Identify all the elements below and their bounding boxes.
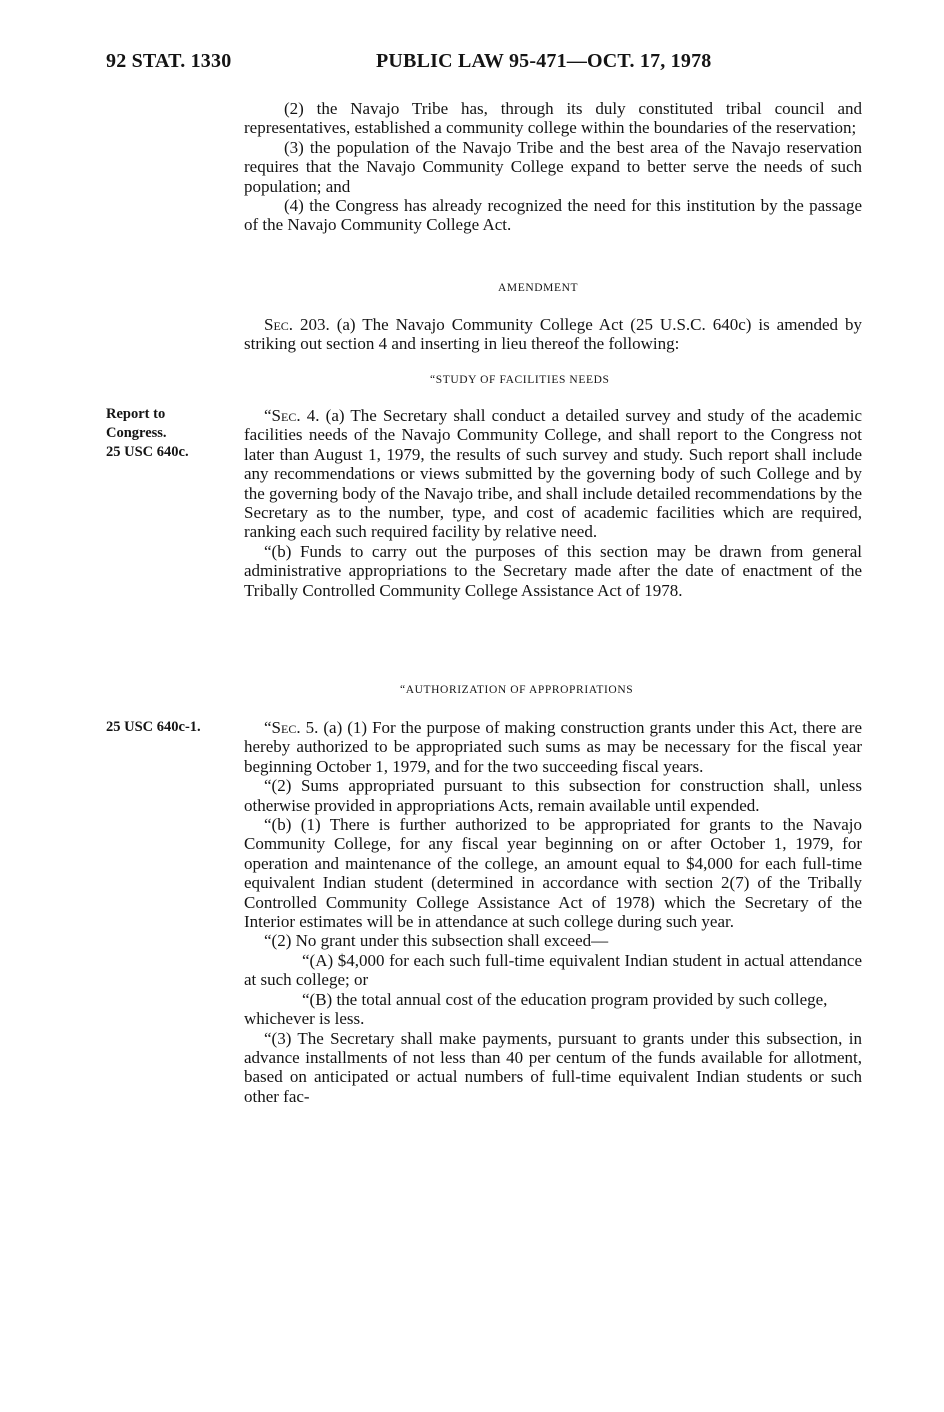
margin-note-report bbox=[106, 405, 189, 462]
amendment-text bbox=[244, 315, 862, 354]
sec-5-label: “Sec. 5. bbox=[264, 718, 319, 737]
study-heading: “STUDY OF FACILITIES NEEDS bbox=[430, 374, 610, 386]
sec-5-a1-text: (a) (1) For the purpose of making construction grants under this Act, there are hereby authorized to be appropriated such sums as may be necessary for the fiscal year beginning October 1, 1979, and for the two succeeding fiscal years. bbox=[244, 718, 862, 776]
finding-4: (4) the Congress has already recognized the need for this institution by the passage of the Navajo Community College Act. bbox=[244, 196, 862, 235]
margin-note-line-1: Report to bbox=[106, 406, 166, 422]
finding-2: (2) the Navajo Tribe has, through its duly constituted tribal council and representatives, established a community college within the boundaries of the reservation; bbox=[244, 99, 862, 138]
sec-4-a bbox=[244, 406, 862, 542]
findings-block bbox=[244, 99, 862, 235]
sec-5-b3: “(3) The Secretary shall make payments, pursuant to grants under this subsection, in advance installments of not less than 40 per centum of the funds available for allotment, based on anticipated or actual numbers of full-time equivalent Indian students or such other fac- bbox=[244, 1028, 862, 1106]
sec-4-label: “Sec. 4. bbox=[264, 406, 320, 425]
margin-note-line-3: 25 USC 640c. bbox=[106, 444, 189, 460]
authorization-block bbox=[244, 718, 862, 1106]
margin-note-640c-1: 25 USC 640c-1. bbox=[106, 719, 201, 735]
stat-reference: 92 STAT. 1330 bbox=[106, 50, 232, 72]
sec-5-b2A: “(A) $4,000 for each such full-time equivalent Indian student in actual attendance at such college; or bbox=[244, 950, 862, 990]
sec-5-b1: “(b) (1) There is further authorized to be appropriated for grants to the Navajo Community College, for any fiscal year beginning on or after October 1, 1979, for operation and maintenance of the college, an amount equal to $4,000 for each full-time equivalent Indian student (determined in accordance with section 2(7) of the Tribally Controlled Community College Assistance Act of 1978) which the Secretary of the Interior estimates will be in attendance at such college during such year. bbox=[244, 815, 862, 932]
sec-203-label: Sec. 203. bbox=[264, 315, 330, 334]
sec-5-b2B: “(B) the total annual cost of the education program provided by such college, bbox=[302, 989, 828, 1009]
sec-4-b: “(b) Funds to carry out the purposes of this section may be drawn from general administrative appropriations to the Secretary made after the date of enactment of the Tribally Controlled Community College Assistance Act of 1978. bbox=[244, 541, 862, 600]
sec-4-a-text: (a) The Secretary shall conduct a detailed survey and study of the academic facilities needs of the Navajo Community College, and shall report to the Congress not later than August 1, 1979, the results of such survey and study. Such report shall include any recommendations or views submitted by the governing body of such College and by the governing body of the Navajo tribe, and shall include detailed recommendations by the Secretary as to the number, type, and cost of academic facilities which are required, ranking each such required facility by relative need. bbox=[244, 406, 862, 542]
sec-203-text: (a) The Navajo Community College Act (25 U.S.C. 640c) is amended by striking out section 4 and inserting in lieu thereof the following: bbox=[244, 315, 863, 354]
sec-5-whichever: whichever is less. bbox=[244, 1009, 365, 1029]
finding-3: (3) the population of the Navajo Tribe and the best area of the Navajo reservation requires that the Navajo Community College expand to better serve the needs of such population; and bbox=[244, 137, 862, 196]
sec-5-b2: “(2) No grant under this subsection shall exceed— bbox=[264, 931, 609, 951]
margin-note-line-2: Congress. bbox=[106, 425, 167, 441]
page-header bbox=[106, 50, 866, 80]
study-block bbox=[244, 406, 862, 600]
sec-5-a1 bbox=[244, 718, 862, 776]
amendment-heading: AMENDMENT bbox=[498, 282, 579, 294]
law-title: PUBLIC LAW 95-471—OCT. 17, 1978 bbox=[376, 50, 712, 72]
authorization-heading: “AUTHORIZATION OF APPROPRIATIONS bbox=[400, 684, 634, 696]
sec-5-a2: “(2) Sums appropriated pursuant to this subsection for construction shall, unless otherwise provided in appropriations Acts, remain available until expended. bbox=[244, 776, 862, 815]
amendment-block bbox=[244, 315, 862, 354]
